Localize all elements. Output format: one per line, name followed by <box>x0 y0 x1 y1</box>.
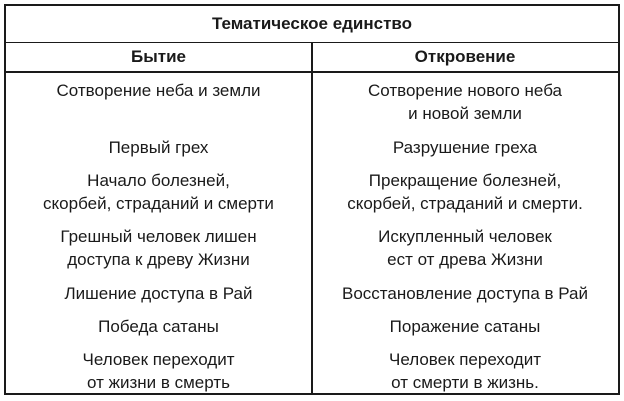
table-cell: Искупленный человек ест от древа Жизни <box>378 227 552 269</box>
table-cell: Грешный человек лишен доступа к древу Жизни <box>60 227 257 269</box>
header-row <box>6 43 618 73</box>
header-revelation: Откровение <box>414 47 516 66</box>
table-cell: Сотворение неба и земли <box>56 81 261 100</box>
table-title: Тематическое единство <box>6 6 618 43</box>
table-cell: Поражение сатаны <box>389 317 541 336</box>
table-cell: Победа сатаны <box>98 317 219 336</box>
table-body <box>6 73 618 393</box>
table-cell: Восстановление доступа в Рай <box>342 284 588 303</box>
genesis-column <box>6 73 313 393</box>
table-cell: Лишение доступа в Рай <box>64 284 253 303</box>
header-genesis: Бытие <box>6 43 313 71</box>
revelation-column <box>313 73 617 393</box>
table-cell: Прекращение болезней, скорбей, страданий и смерти. <box>347 171 583 213</box>
table-cell: Человек переходит от смерти в жизнь. <box>388 350 542 392</box>
comparison-table <box>4 4 620 395</box>
table-cell: Человек переходит от жизни в смерть <box>82 350 235 392</box>
table-cell: Разрушение греха <box>392 138 538 157</box>
table-cell: Первый грех <box>108 138 209 157</box>
table-cell: Сотворение нового неба и новой земли <box>367 81 562 123</box>
table-cell: Начало болезней, скорбей, страданий и смерти <box>43 171 274 213</box>
